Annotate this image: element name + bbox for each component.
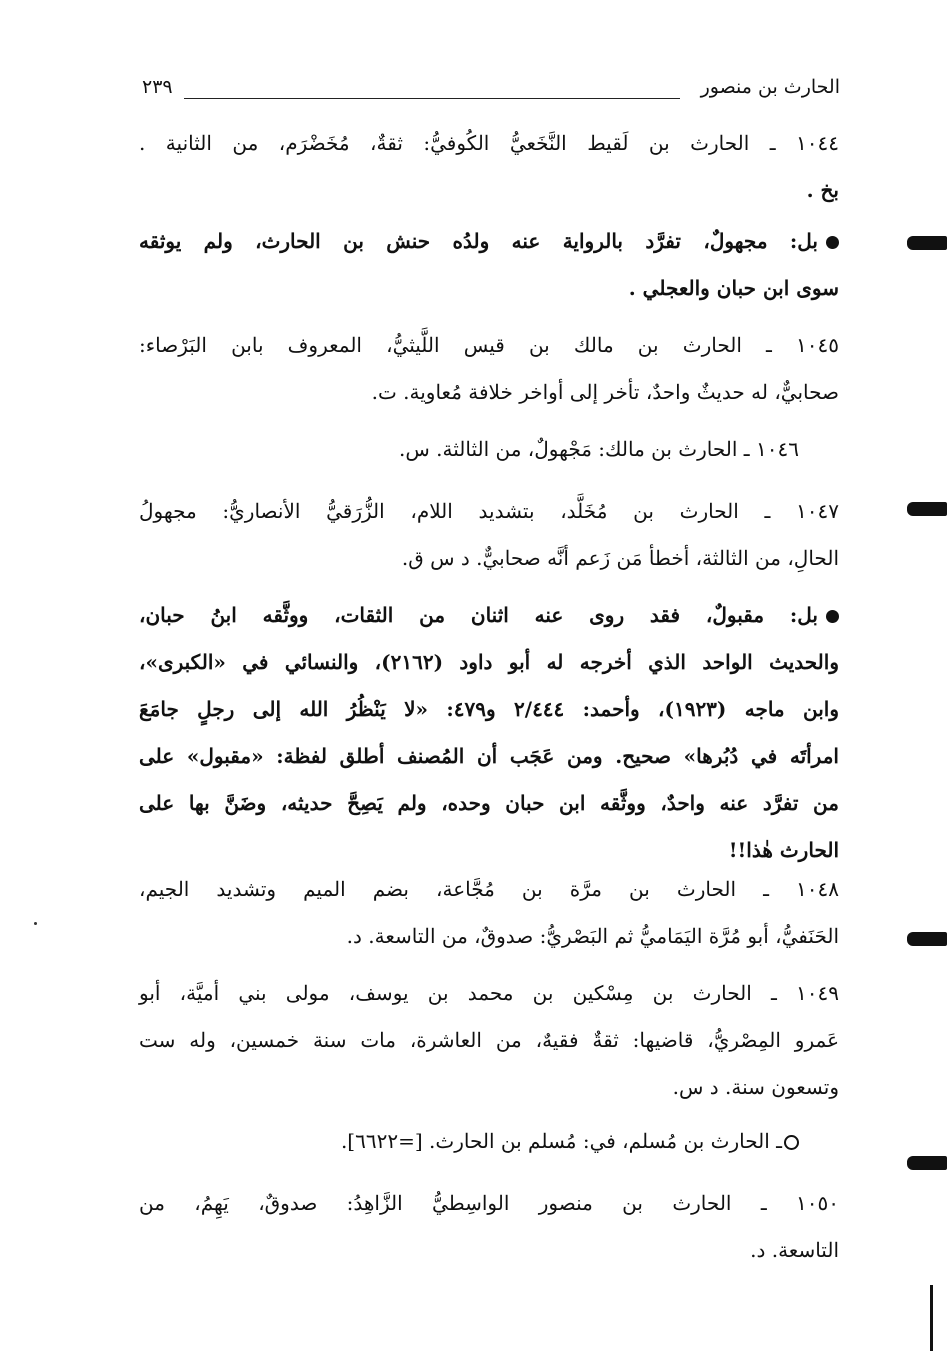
bullet-icon — [826, 236, 839, 249]
critique-line: امرأتَه في دُبُرها» صحيح. ومن عَجَب أن المُصنف أطلق لفظة: «مقبول» على — [139, 744, 839, 768]
cross-reference — [139, 1118, 839, 1165]
entry-line: ١٠٥٠ ـ الحارث بن منصور الواسِطيُّ الزَّاهِدُ: صدوقٌ، يَهِمُ، من — [139, 1191, 839, 1215]
circle-icon — [784, 1135, 799, 1150]
entry-line: وتسعون سنة. د س. — [672, 1075, 839, 1099]
entry-line: صحابيٌّ، له حديثٌ واحدٌ، تأخر إلى أواخر خلافة مُعاوية. ت. — [371, 380, 839, 404]
entry-1048 — [139, 866, 839, 960]
entry-line: ١٠٤٩ ـ الحارث بن مِسْكين بن محمد بن يوسف، مولى بني أميَّة، أبو — [139, 981, 839, 1005]
critique-line: سوى ابن حبان والعجلي . — [628, 276, 839, 300]
entry-line: عَمرو المِصْريُّ، قاضيها: ثقةٌ فقيهٌ، من العاشرة، مات سنة خمسين، وله ست — [139, 1028, 839, 1052]
critique-line: من تفرَّد عنه واحدٌ، ووثَّقه ابن حبان وحده، ولم يَصِحَّ حديثه، وضَنَّ بها على — [139, 791, 839, 815]
entry-line: ١٠٤٦ ـ الحارث بن مالك: مَجْهولٌ، من الثالثة. س. — [399, 437, 799, 461]
margin-mark — [907, 236, 947, 250]
entry-line: ١٠٤٥ ـ الحارث بن مالك بن قيس اللَّيثيُّ، المعروف بابن البَرْصاء: — [139, 333, 839, 357]
page-edge-stroke — [930, 1285, 933, 1351]
bullet-icon — [826, 610, 839, 623]
critique-1044 — [139, 218, 839, 312]
critique-line: الحارث هٰذا!! — [728, 838, 839, 862]
entry-line: بخ . — [806, 178, 839, 202]
entry-1044 — [139, 120, 839, 214]
critique-line: والحديث الواحد الذي أخرجه له أبو داود (٢١٦٢)، والنسائي في «الكبرى»، — [139, 650, 839, 674]
entry-line: ١٠٤٧ ـ الحارث بن مُخَلَّد، بتشديد اللام، الزُّرَقيُّ الأنصاريُّ: مجهولُ — [139, 499, 839, 523]
scan-speck — [34, 922, 37, 925]
entry-1050 — [139, 1180, 839, 1274]
entry-1046 — [139, 426, 839, 473]
critique-1047 — [139, 592, 839, 874]
entry-1045 — [139, 322, 839, 416]
margin-mark — [907, 932, 947, 946]
critique-line: بل: مجهولٌ، تفرَّد بالرواية عنه ولدُه حنش بن الحارث، ولم يوثقه — [139, 218, 839, 265]
header-rule — [184, 98, 680, 99]
running-title: الحارث بن منصور — [700, 76, 840, 98]
entry-line: ١٠٤٤ ـ الحارث بن لَقيط النَّخَعيُّ الكُوفيُّ: ثقةٌ، مُخَضْرَم، من الثانية . — [139, 131, 839, 155]
entry-1049 — [139, 970, 839, 1111]
margin-mark — [907, 1156, 947, 1170]
entry-line: الحَنَفيُّ، أبو مُرَّة اليَمَاميُّ ثم البَصْريُّ: صدوقٌ، من التاسعة. د. — [346, 924, 839, 948]
page-header — [140, 76, 840, 110]
critique-line: بل: مقبولٌ، فقد روى عنه اثنان من الثقات، ووثَّقه ابنُ حبان، — [139, 592, 839, 639]
page-number: ٢٣٩ — [142, 76, 173, 98]
entry-line: الحالِ، من الثالثة، أخطأ مَن زَعم أنَّه صحابيٌّ. د س ق. — [401, 546, 839, 570]
margin-mark — [907, 502, 947, 516]
entry-1047 — [139, 488, 839, 582]
critique-line: وابن ماجه (١٩٢٣)، وأحمد: ٢/٤٤٤ و٤٧٩: «لا يَنْظُرُ الله إلى رجلٍ جامَعَ — [139, 697, 839, 721]
cross-reference-line: ـ الحارث بن مُسلم، في: مُسلم بن الحارث. [=٦٦٢٢]. — [139, 1118, 839, 1165]
entry-line: ١٠٤٨ ـ الحارث بن مرَّة بن مُجَّاعة، بضم الميم وتشديد الجيم، — [139, 877, 839, 901]
entry-line: التاسعة. د. — [750, 1238, 839, 1262]
